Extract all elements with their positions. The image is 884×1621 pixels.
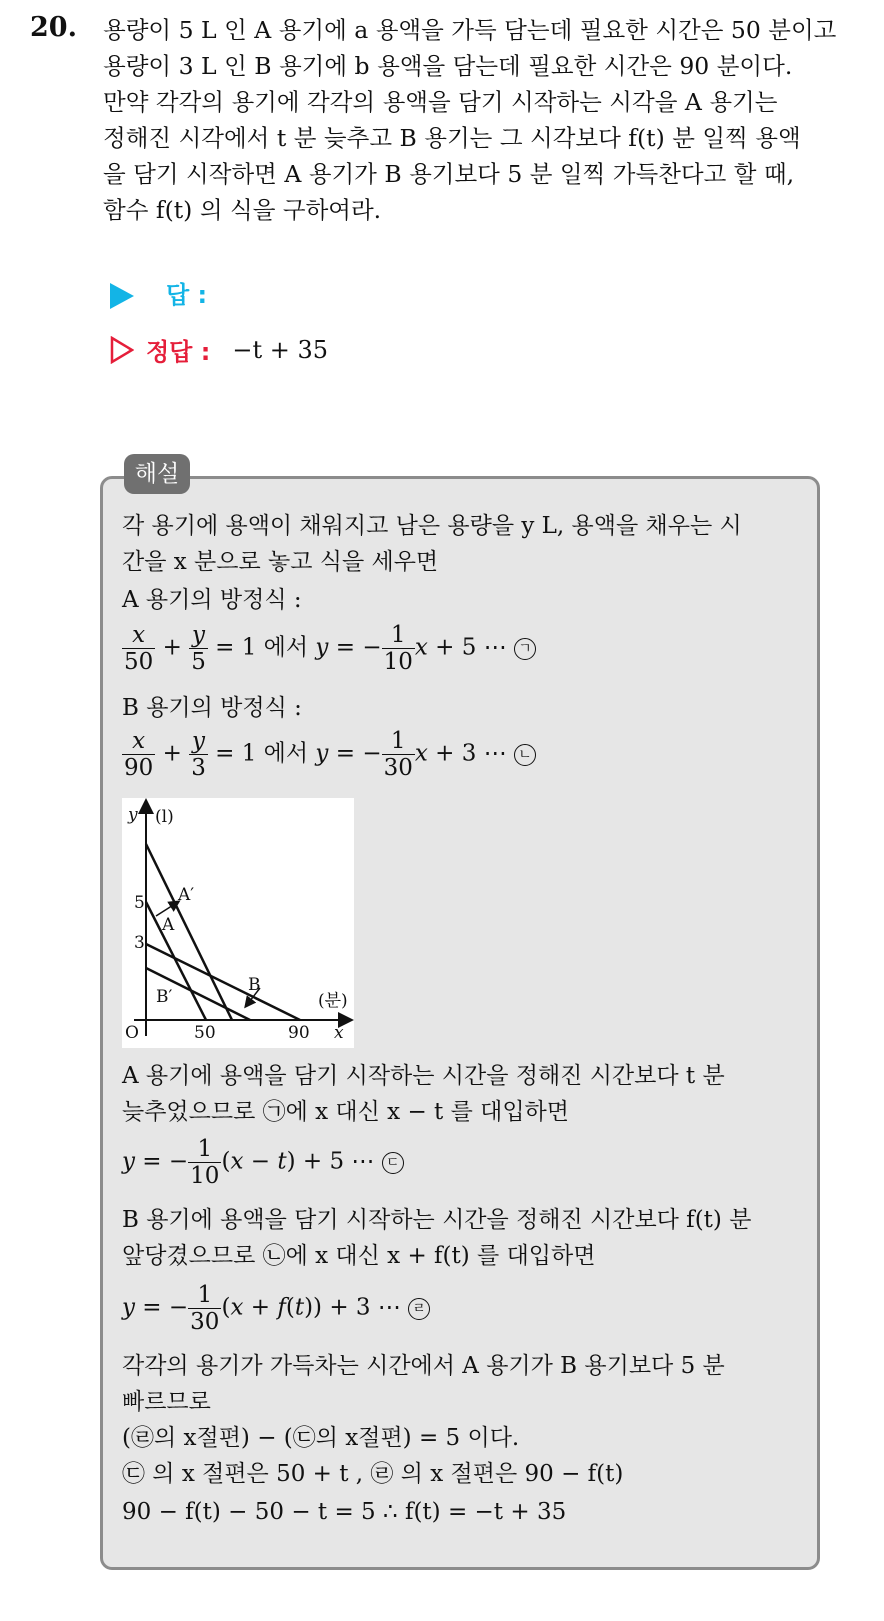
outlined-arrow-icon <box>110 336 134 364</box>
solution-line-8: 늦추었으므로 ㉠에 x 대신 x − t 를 대입하면 <box>122 1099 569 1125</box>
solution-line-2: 간을 x 분으로 놓고 식을 세우면 <box>122 549 439 575</box>
solution-line-15: (㉣의 x절편) − (㉢의 x절편) = 5 이다. <box>122 1425 520 1451</box>
solution-tag: 해설 <box>124 454 190 494</box>
answer-label: 답 : <box>166 281 208 309</box>
solution-graph <box>122 798 354 1048</box>
answer-row <box>110 275 207 310</box>
solution-line-10: B 용기에 용액을 담기 시작하는 시간을 정해진 시간보다 f(t) 분 <box>122 1207 752 1233</box>
x-tick-90: 90 <box>288 1023 310 1043</box>
question-line-3: 만약 각각의 용기에 각각의 용액을 담기 시작하는 시각을 A 용기는 <box>103 88 778 116</box>
correct-label: 정답 : <box>146 338 211 366</box>
question-line-4: 정해진 시각에서 t 분 늦추고 B 용기는 그 시각보다 f(t) 분 일찍 용액 <box>103 124 801 152</box>
label-a: A <box>162 915 175 935</box>
arrow-a <box>156 902 178 916</box>
label-a-prime: A′ <box>178 885 195 905</box>
label-b-prime: B′ <box>156 987 173 1007</box>
label-b: B <box>248 975 261 995</box>
solution-line-17: 90 − f(t) − 50 − t = 5 ∴ f(t) = −t + 35 <box>122 1499 567 1525</box>
y-axis-label: y <box>128 805 138 825</box>
solution-line-5: B 용기의 방정식 : <box>122 695 302 721</box>
x-tick-50: 50 <box>194 1023 216 1043</box>
x-axis-unit: (분) <box>318 991 348 1011</box>
solution-line-16: ㉢ 의 x 절편은 50 + t , ㉣ 의 x 절편은 90 − f(t) <box>122 1461 624 1487</box>
question-line-6: 함수 f(t) 의 식을 구하여라. <box>103 196 382 224</box>
solution-line-7: A 용기에 용액을 담기 시작하는 시간을 정해진 시간보다 t 분 <box>122 1063 725 1089</box>
solution-line-14: 빠르므로 <box>122 1389 211 1415</box>
play-arrow-icon <box>110 283 134 309</box>
equation-c: y = − $\frac{1}{10}$ (x − t) + 5 ⋯ ㄷ <box>122 1136 404 1189</box>
origin-label: O <box>125 1023 139 1043</box>
question-line-2: 용량이 3 L 인 B 용기에 b 용액을 담는데 필요한 시간은 90 분이다. <box>103 52 793 80</box>
line-b <box>146 944 300 1020</box>
solution-line-11: 앞당겼으므로 ㉡에 x 대신 x + f(t) 를 대입하면 <box>122 1243 596 1269</box>
equation-b: $\frac{x}{90}$ + $\frac{y}{3}$ = 1 에서 y = − $\frac{1}{30}$ x + 3 ⋯ ㄴ <box>122 728 536 781</box>
correct-value: −t + 35 <box>232 335 328 364</box>
question-line-5: 을 담기 시작하면 A 용기가 B 용기보다 5 분 일찍 가득찬다고 할 때, <box>103 160 795 188</box>
equation-d: y = − $\frac{1}{30}$ (x + f(t)) + 3 ⋯ ㄹ <box>122 1282 430 1335</box>
line-a <box>146 902 206 1020</box>
question-line-1: 용량이 5 L 인 A 용기에 a 용액을 가득 담는데 필요한 시간은 50 분이고 <box>103 16 837 44</box>
correct-answer-row <box>110 332 328 367</box>
y-axis-unit: (l) <box>155 807 174 827</box>
solution-line-3: A 용기의 방정식 : <box>122 587 302 613</box>
y-tick-3: 3 <box>134 933 145 953</box>
question-number: 20. <box>30 12 77 43</box>
solution-line-1: 각 용기에 용액이 채워지고 남은 용량을 y L, 용액을 채우는 시 <box>122 513 742 539</box>
solution-line-13: 각각의 용기가 가득차는 시간에서 A 용기가 B 용기보다 5 분 <box>122 1353 725 1379</box>
y-tick-5: 5 <box>134 893 145 913</box>
x-axis-label: x <box>334 1023 344 1043</box>
equation-a: $\frac{x}{50}$ + $\frac{y}{5}$ = 1 에서 y = − $\frac{1}{10}$ x + 5 ⋯ ㄱ <box>122 622 536 675</box>
question-text <box>103 12 863 228</box>
